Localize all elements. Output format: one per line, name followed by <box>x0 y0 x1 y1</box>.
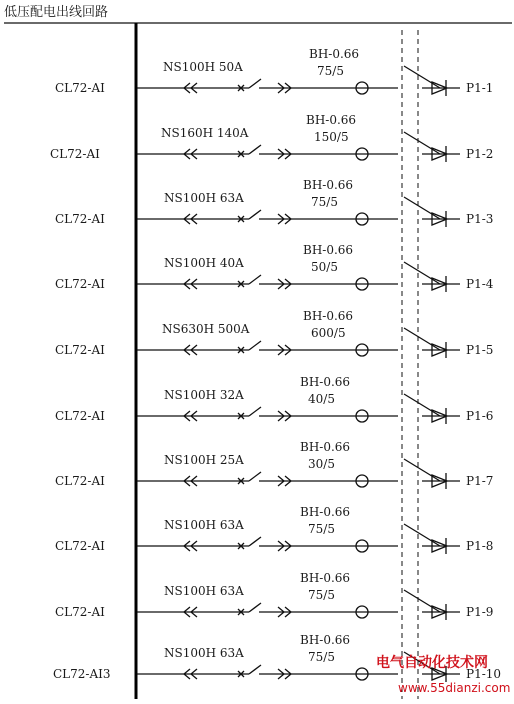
isolating-switch-icon <box>404 524 447 554</box>
ct-ratio-label: 600/5 <box>311 326 346 340</box>
isolating-switch-icon <box>404 394 447 424</box>
feeder-label: P1-2 <box>466 147 494 161</box>
ct-ratio-label: 50/5 <box>311 260 338 274</box>
circuit-row <box>55 375 493 424</box>
breaker-label: NS100H 63A <box>164 191 244 205</box>
circuit-breaker-icon <box>238 145 261 157</box>
ct-ratio-label: 75/5 <box>308 522 335 536</box>
breaker-label: NS100H 32A <box>164 388 244 402</box>
circuit-row <box>55 309 493 358</box>
cable-label: CL72-AI3 <box>53 667 111 681</box>
circuit-row <box>55 243 494 292</box>
circuit-breaker-icon <box>238 603 261 615</box>
feeder-label: P1-4 <box>466 277 494 291</box>
cable-label: CL72-AI <box>55 81 105 95</box>
ct-model-label: BH-0.66 <box>300 571 351 585</box>
cable-label: CL72-AI <box>55 605 105 619</box>
ct-ratio-label: 150/5 <box>314 130 349 144</box>
circuit-breaker-icon <box>238 341 261 353</box>
circuit-breaker-icon <box>238 665 261 677</box>
ct-ratio-label: 75/5 <box>308 588 335 602</box>
breaker-label: NS100H 50A <box>163 60 243 74</box>
ct-model-label: BH-0.66 <box>303 178 354 192</box>
circuit-breaker-icon <box>238 407 261 419</box>
circuit-row <box>50 113 493 162</box>
circuit-breaker-icon <box>238 275 261 287</box>
breaker-label: NS630H 500A <box>162 322 250 336</box>
feeder-label: P1-10 <box>466 667 502 681</box>
breaker-label: NS100H 63A <box>164 584 244 598</box>
ct-model-label: BH-0.66 <box>300 505 351 519</box>
breaker-label: NS160H 140A <box>161 126 249 140</box>
feeder-label: P1-5 <box>466 343 494 357</box>
feeder-label: P1-9 <box>466 605 494 619</box>
feeder-label: P1-1 <box>466 81 494 95</box>
circuit-row <box>55 571 493 620</box>
breaker-label: NS100H 63A <box>164 646 244 660</box>
watermark-site-name: 电气自动化技术网 <box>376 655 488 671</box>
circuit-breaker-icon <box>238 210 261 222</box>
circuit-breaker-icon <box>238 472 261 484</box>
ct-ratio-label: 40/5 <box>308 392 335 406</box>
isolating-switch-icon <box>404 197 447 227</box>
ct-ratio-label: 30/5 <box>308 457 335 471</box>
feeder-label: P1-7 <box>466 474 494 488</box>
diagram-title: 低压配电出线回路 <box>4 5 109 20</box>
feeder-label: P1-3 <box>466 212 494 226</box>
breaker-label: NS100H 25A <box>164 453 244 467</box>
breaker-label: NS100H 63A <box>164 518 244 532</box>
ct-ratio-label: 75/5 <box>311 195 338 209</box>
circuit-row <box>55 505 493 554</box>
cable-label: CL72-AI <box>55 343 105 357</box>
circuit-row <box>55 47 493 96</box>
feeder-label: P1-6 <box>466 409 494 423</box>
ct-model-label: BH-0.66 <box>303 243 354 257</box>
isolating-switch-icon <box>404 262 447 292</box>
ct-model-label: BH-0.66 <box>300 633 351 647</box>
ct-model-label: BH-0.66 <box>309 47 360 61</box>
circuit-row <box>55 440 493 489</box>
breaker-label: NS100H 40A <box>164 256 244 270</box>
circuit-rows <box>50 47 501 682</box>
isolating-switch-icon <box>404 328 447 358</box>
watermark-url: www.55dianzi.com <box>398 681 511 695</box>
cable-label: CL72-AI <box>50 147 100 161</box>
isolating-switch-icon <box>404 459 447 489</box>
ct-ratio-label: 75/5 <box>317 64 344 78</box>
ct-model-label: BH-0.66 <box>300 375 351 389</box>
cable-label: CL72-AI <box>55 212 105 226</box>
cable-label: CL72-AI <box>55 277 105 291</box>
isolating-switch-icon <box>404 66 447 96</box>
cable-label: CL72-AI <box>55 409 105 423</box>
circuit-breaker-icon <box>238 79 261 91</box>
isolating-switch-icon <box>404 132 447 162</box>
ct-model-label: BH-0.66 <box>303 309 354 323</box>
ct-model-label: BH-0.66 <box>300 440 351 454</box>
circuit-row <box>55 178 493 227</box>
feeder-label: P1-8 <box>466 539 494 553</box>
cable-label: CL72-AI <box>55 474 105 488</box>
circuit-breaker-icon <box>238 537 261 549</box>
isolating-switch-icon <box>404 590 447 620</box>
ct-model-label: BH-0.66 <box>306 113 357 127</box>
cable-label: CL72-AI <box>55 539 105 553</box>
ct-ratio-label: 75/5 <box>308 650 335 664</box>
